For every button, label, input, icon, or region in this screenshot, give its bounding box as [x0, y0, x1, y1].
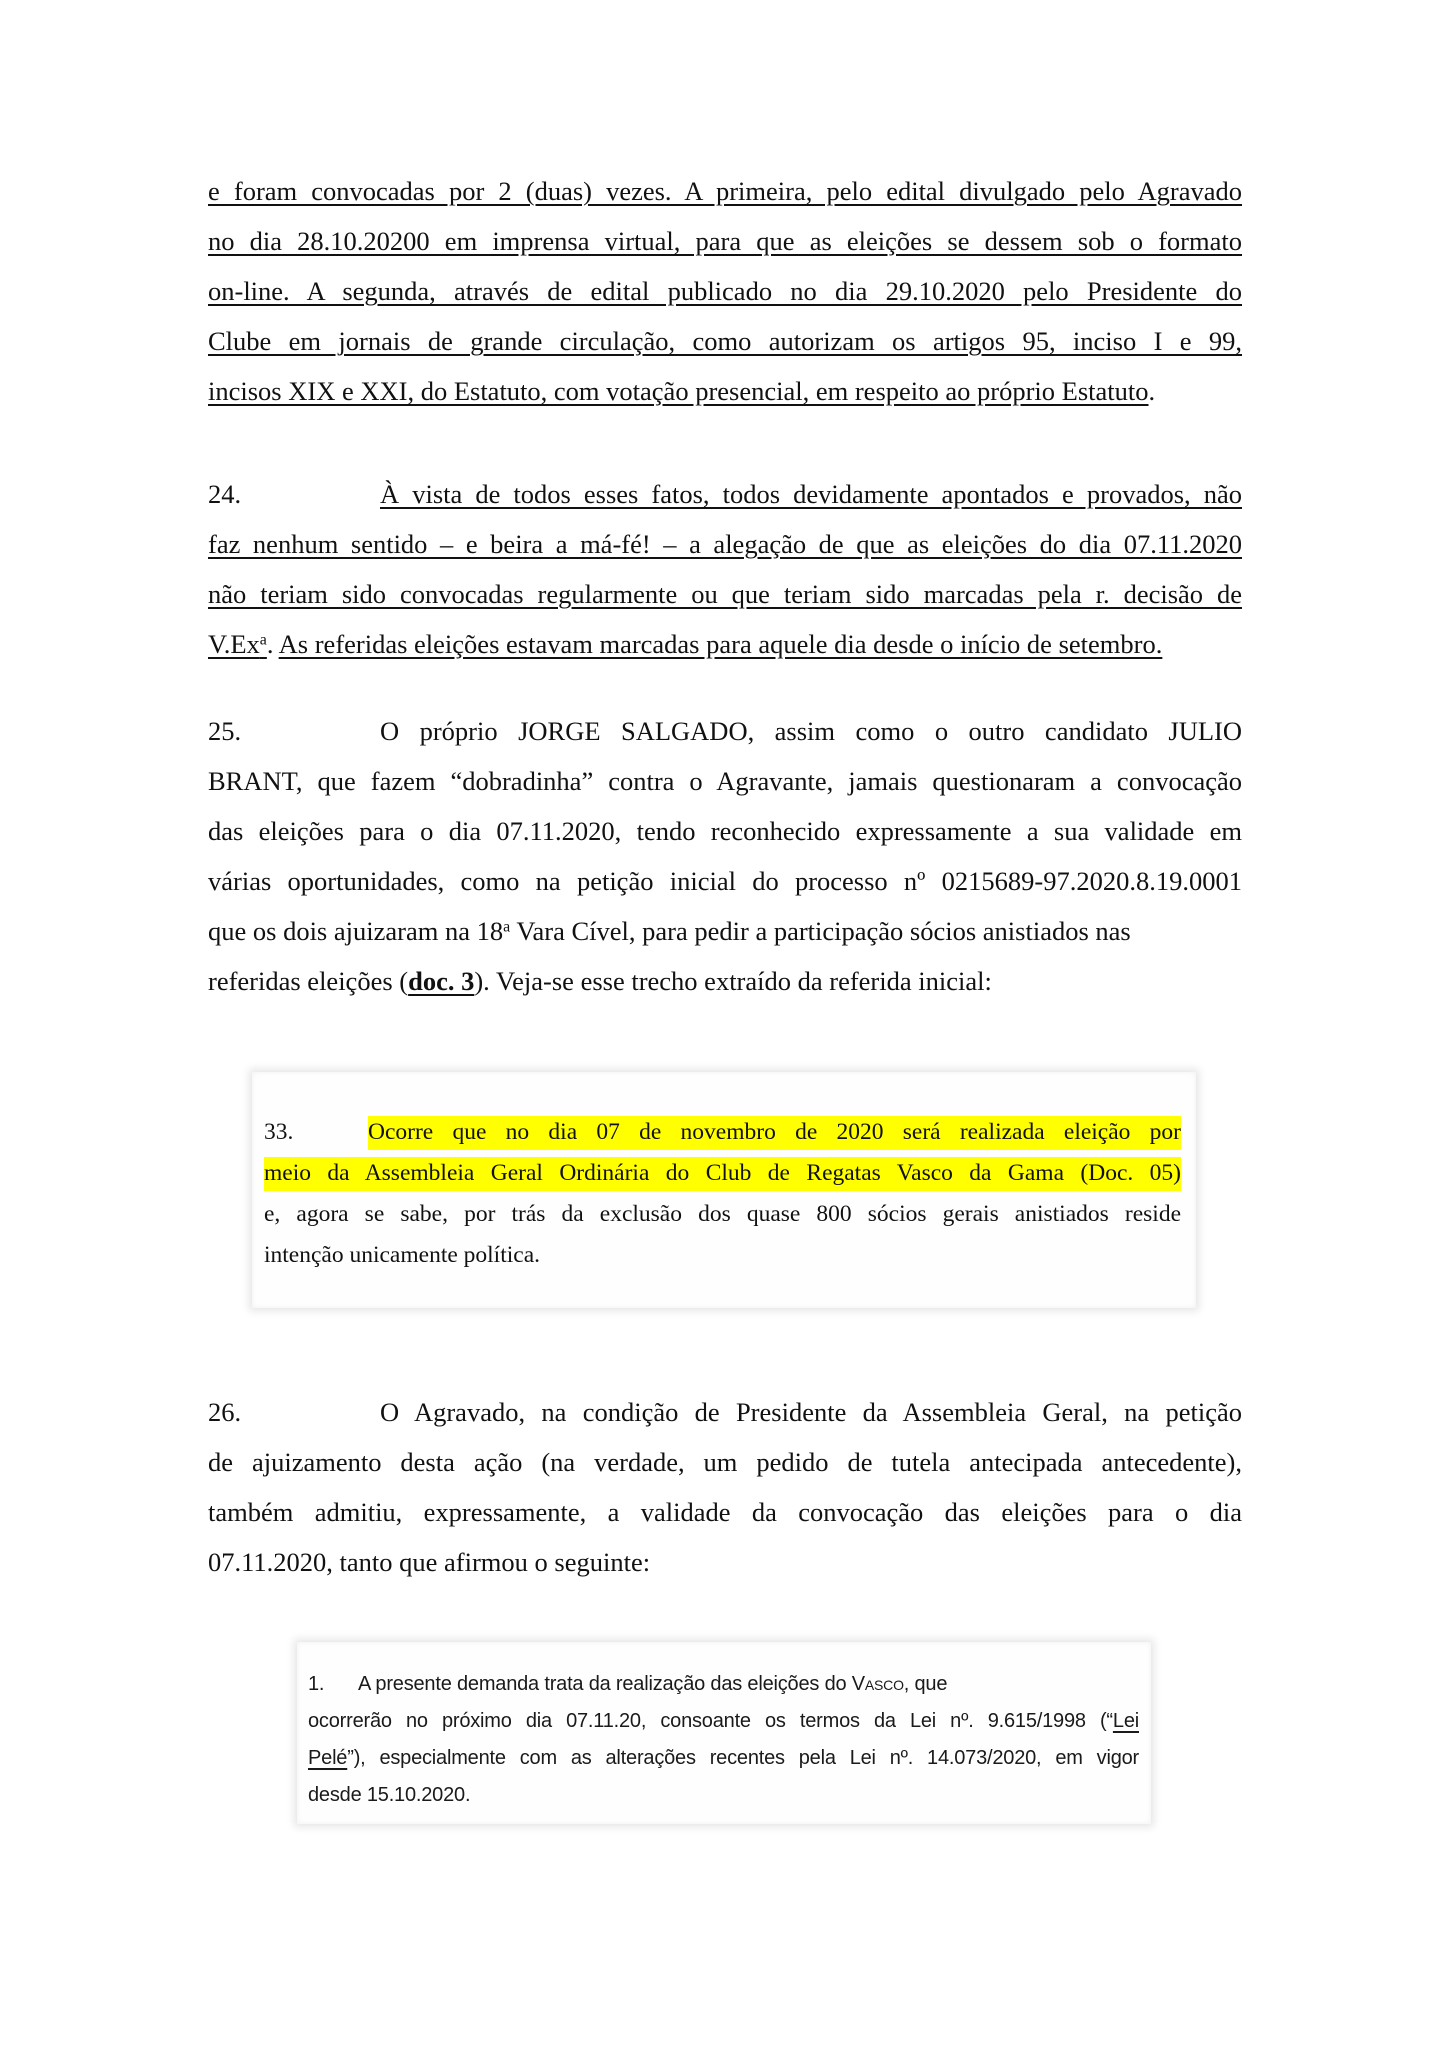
paragraph-number: 24. [208, 479, 242, 509]
paragraph-number: 25. [208, 716, 242, 746]
text-run: desde 15.10.2020. [308, 1784, 471, 1806]
text-run: BRANT, que fazem “dobradinha” contra o Agravante, jamais questionaram a convocação [208, 766, 1242, 796]
underlined-text: As referidas eleições estavam marcadas para aquele dia desde o início de setembro. [278, 629, 1163, 659]
text-line [208, 216, 1242, 266]
text-run: A presente demanda trata da realização das eleições do [357, 1673, 847, 1695]
text-line [208, 519, 1242, 569]
paragraph-25 [208, 706, 1242, 1006]
text-line [264, 1153, 1181, 1194]
paragraph-number: 33. [264, 1119, 294, 1145]
text-run: referidas eleições ( [208, 966, 409, 996]
text-line [208, 756, 1242, 806]
ordinal-superscript: a [503, 918, 511, 936]
quoted-excerpt-agravado-petition [297, 1642, 1151, 1824]
text-run: Vara Cível, para pedir a participação sócios anistiados nas [510, 916, 1131, 946]
text-run: de ajuizamento desta ação (na verdade, um pedido de tutela antecipada antecedente), [208, 1447, 1242, 1477]
text-line [208, 1387, 1242, 1437]
text-line [208, 569, 1242, 619]
text-line [308, 1703, 1139, 1740]
text-line [208, 956, 1242, 1006]
underlined-text: faz nenhum sentido – e beira a má-fé! – a alegação de que as eleições do dia 07.11.2020 [208, 529, 1242, 559]
text-run: várias oportunidades, como na petição inicial do processo nº 0215689-97.2020.8.19.0001 [208, 866, 1242, 896]
text-run: que os dois ajuizaram na 18 [208, 916, 504, 946]
highlighted-text: Ocorre que no dia 07 de novembro de 2020 será realizada eleição por [368, 1116, 1181, 1150]
ordinal-superscript: a [259, 631, 267, 649]
underlined-text: À vista de todos esses fatos, todos devidamente apontados e provados, não [380, 479, 1242, 509]
text-line [208, 316, 1242, 366]
text-line [208, 856, 1242, 906]
text-line [208, 366, 1242, 416]
text-run: O próprio JORGE SALGADO, assim como o outro candidato JULIO [380, 716, 1242, 746]
text-line [308, 1777, 1139, 1814]
text-run: das eleições para o dia 07.11.2020, tendo reconhecido expressamente a sua validade em [208, 816, 1242, 846]
underlined-text: não teriam sido convocadas regularmente ou que teriam sido marcadas pela r. decisão de [208, 579, 1242, 609]
text-line [264, 1194, 1181, 1235]
text-line [264, 1112, 1181, 1153]
text-line [308, 1666, 1139, 1703]
text-line [208, 266, 1242, 316]
excerpt-text [264, 1112, 1181, 1276]
end-punctuation: . [1148, 376, 1156, 406]
text-line [208, 806, 1242, 856]
highlighted-text: meio da Assembleia Geral Ordinária do Club de Regatas Vasco da Gama (Doc. 05) [264, 1157, 1181, 1191]
text-run: , que [903, 1673, 948, 1695]
text-run: V.Ex [208, 629, 260, 659]
underlined-text: on-line. A segunda, através de edital publicado no dia 29.10.2020 pelo Presidente do [208, 276, 1242, 306]
excerpt-text [308, 1666, 1139, 1814]
text-line [308, 1740, 1139, 1777]
underlined-text: Clube em jornais de grande circulação, como autorizam os artigos 95, inciso I e 99, [208, 326, 1242, 356]
underlined-text: e foram convocadas por 2 (duas) vezes. A primeira, pelo edital divulgado pelo Agravado [208, 176, 1242, 206]
paragraph-26 [208, 1387, 1242, 1587]
paragraph-number: 1. [308, 1673, 325, 1695]
quoted-excerpt-initial-petition [252, 1072, 1196, 1308]
text-run: também admitiu, expressamente, a validade da convocação das eleições para o dia [208, 1497, 1242, 1527]
text-line [208, 1487, 1242, 1537]
text-run: ocorrerão no próximo dia 07.11.20, consoante os termos da Lei nº. 9.615/1998 (“ [308, 1710, 1113, 1732]
doc-reference: doc. 3 [408, 966, 475, 996]
text-line [208, 469, 1242, 519]
text-run: ). Veja-se esse trecho extraído da referida inicial: [474, 966, 992, 996]
paragraph-23-continuation [208, 166, 1242, 416]
text-line [208, 619, 1242, 669]
text-line [208, 166, 1242, 216]
text-run: ”), especialmente com as alterações recentes pela Lei nº. 14.073/2020, em vigor [347, 1747, 1139, 1769]
text-line [264, 1235, 1181, 1276]
underlined-text: Pelé [308, 1747, 348, 1769]
paragraph-24 [208, 469, 1242, 669]
text-run: . [266, 629, 279, 659]
underlined-text: no dia 28.10.20200 em imprensa virtual, para que as eleições se dessem sob o formato [208, 226, 1242, 256]
paragraph-number: 26. [208, 1397, 242, 1427]
underlined-text [208, 629, 267, 659]
underlined-text: Lei [1112, 1710, 1139, 1732]
text-line [208, 906, 1242, 956]
text-run: e, agora se sabe, por trás da exclusão dos quase 800 sócios gerais anistiados reside [264, 1201, 1181, 1227]
text-line [208, 706, 1242, 756]
text-line [208, 1437, 1242, 1487]
underlined-text: incisos XIX e XXI, do Estatuto, com votação presencial, em respeito ao próprio Estatuto [208, 376, 1149, 406]
text-run: intenção unicamente política. [264, 1242, 541, 1268]
text-run: 07.11.2020, tanto que afirmou o seguinte: [208, 1547, 651, 1577]
club-name: Vasco [851, 1673, 904, 1695]
text-run: O Agravado, na condição de Presidente da Assembleia Geral, na petição [380, 1397, 1242, 1427]
text-line [208, 1537, 1242, 1587]
